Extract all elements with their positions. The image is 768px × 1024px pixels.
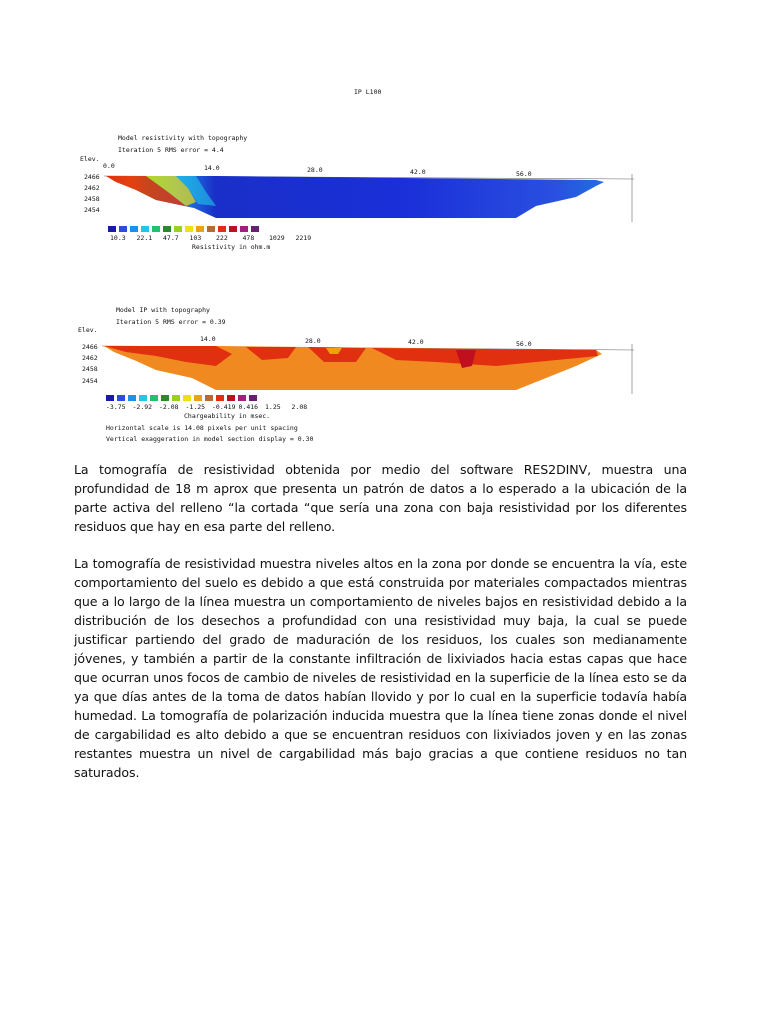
resistivity-heading: Model resistivity with topography	[118, 134, 248, 142]
ip-scale-value: -0.419	[212, 403, 236, 411]
ip-xtick: 28.0	[305, 337, 321, 345]
ip-swatch	[128, 395, 136, 401]
ip-scale-value: -1.25	[185, 403, 206, 411]
ip-scale-value: 1.25	[265, 403, 281, 411]
ip-iteration: Iteration 5 RMS error = 0.39	[116, 318, 226, 326]
res-xtick: 14.0	[204, 164, 220, 172]
res-scale-value: 478	[242, 234, 255, 242]
ip-footer-line1: Horizontal scale is 14.08 pixels per unit spacing	[106, 424, 298, 432]
ip-color-scale	[106, 395, 257, 401]
ip-swatch	[183, 395, 191, 401]
body-text	[74, 460, 687, 800]
figure-title: IP L100	[354, 88, 382, 96]
ip-scale-values	[106, 403, 318, 411]
ip-swatch	[172, 395, 180, 401]
ip-xtick: 14.0	[200, 335, 216, 343]
ip-xtick: 56.0	[516, 340, 532, 348]
res-scale-value: 103	[189, 234, 202, 242]
ip-ytick: 2458	[82, 365, 98, 373]
ip-swatch	[117, 395, 125, 401]
ip-elev-label: Elev.	[78, 326, 98, 334]
ip-swatch	[238, 395, 246, 401]
res-scale-value: 22.1	[136, 234, 153, 242]
ip-swatch	[216, 395, 224, 401]
ip-swatch	[194, 395, 202, 401]
ip-scale-label: Chargeability in msec.	[184, 412, 271, 420]
resistivity-scale-label: Resistivity in ohm.m	[192, 243, 271, 251]
res-xtick: 56.0	[516, 170, 532, 178]
res-ytick: 2466	[84, 173, 100, 181]
ip-ytick: 2454	[82, 377, 98, 385]
ip-scale-value: -2.08	[159, 403, 179, 411]
ip-swatch	[106, 395, 114, 401]
ip-ytick: 2466	[82, 343, 98, 351]
res-ytick: 2458	[84, 195, 100, 203]
ip-ytick: 2462	[82, 354, 98, 362]
ip-scale-value: -3.75	[106, 403, 126, 411]
res-ytick: 2462	[84, 184, 100, 192]
res-scale-value: 1029	[269, 234, 285, 242]
tomography-figure	[76, 82, 646, 452]
ip-swatch	[150, 395, 158, 401]
ip-swatch	[249, 395, 257, 401]
res-xtick: 0.0	[103, 162, 115, 170]
paragraph: La tomografía de resistividad muestra niveles altos en la zona por donde se encuentra la vía, este comportamiento del suelo es debido a que está construida por materiales compactados mientras que a lo largo de la línea muestra un comportamiento de niveles bajos en resistividad debido a la distribución de los desechos a profundidad con una resistividad muy baja, la cual se puede justificar partiendo del grado de maduración de los residuos, los cuales son medianamente jóvenes, y también a partir de la constante infiltración de lixiviados hacia estas capas que hace que ocurran unos focos de cambio de niveles de resistividad en la superficie de la línea esto se da ya que días antes de la toma de datos habían llovido y por lo cual en la superficie todavía había humedad. La tomografía de polarización inducida muestra que la línea tiene zonas donde el nivel de cargabilidad es alto debido a que se encuentran residuos con lixiviados joven y en las zonas restantes muestra un nivel de cargabilidad más bajo gracias a que contiene residuos no tan saturados.	[74, 556, 687, 780]
ip-section	[76, 82, 646, 412]
ip-footer-line2: Vertical exaggeration in model section display = 0.30	[106, 435, 314, 443]
res-scale-value: 222	[216, 234, 228, 242]
res-scale-value: 2219	[295, 234, 312, 242]
paragraph: La tomografía de resistividad obtenida por medio del software RES2DINV, muestra una profundidad de 18 m aprox que presenta un patrón de datos a lo esperado a la ubicación de la parte activa del relleno “la cortada “que sería una zona con baja resistividad por los diferentes residuos que hay en esa parte del relleno.	[74, 462, 687, 534]
ip-swatch	[227, 395, 235, 401]
res-xtick: 42.0	[410, 168, 426, 176]
res-xtick: 28.0	[307, 166, 323, 174]
resistivity-elev-label: Elev.	[80, 155, 100, 163]
res-scale-value: 47.7	[163, 234, 179, 242]
resistivity-iteration: Iteration 5 RMS error = 4.4	[118, 146, 224, 154]
ip-scale-value: -2.92	[132, 403, 153, 411]
ip-scale-value: 0.416	[238, 403, 259, 411]
ip-swatch	[139, 395, 147, 401]
res-ytick: 2454	[84, 206, 100, 214]
ip-swatch	[205, 395, 213, 401]
ip-heading: Model IP with topography	[116, 306, 210, 314]
ip-xtick: 42.0	[408, 338, 424, 346]
ip-scale-value: 2.08	[291, 403, 308, 411]
ip-swatch	[161, 395, 169, 401]
res-scale-value: 10.3	[110, 234, 126, 242]
